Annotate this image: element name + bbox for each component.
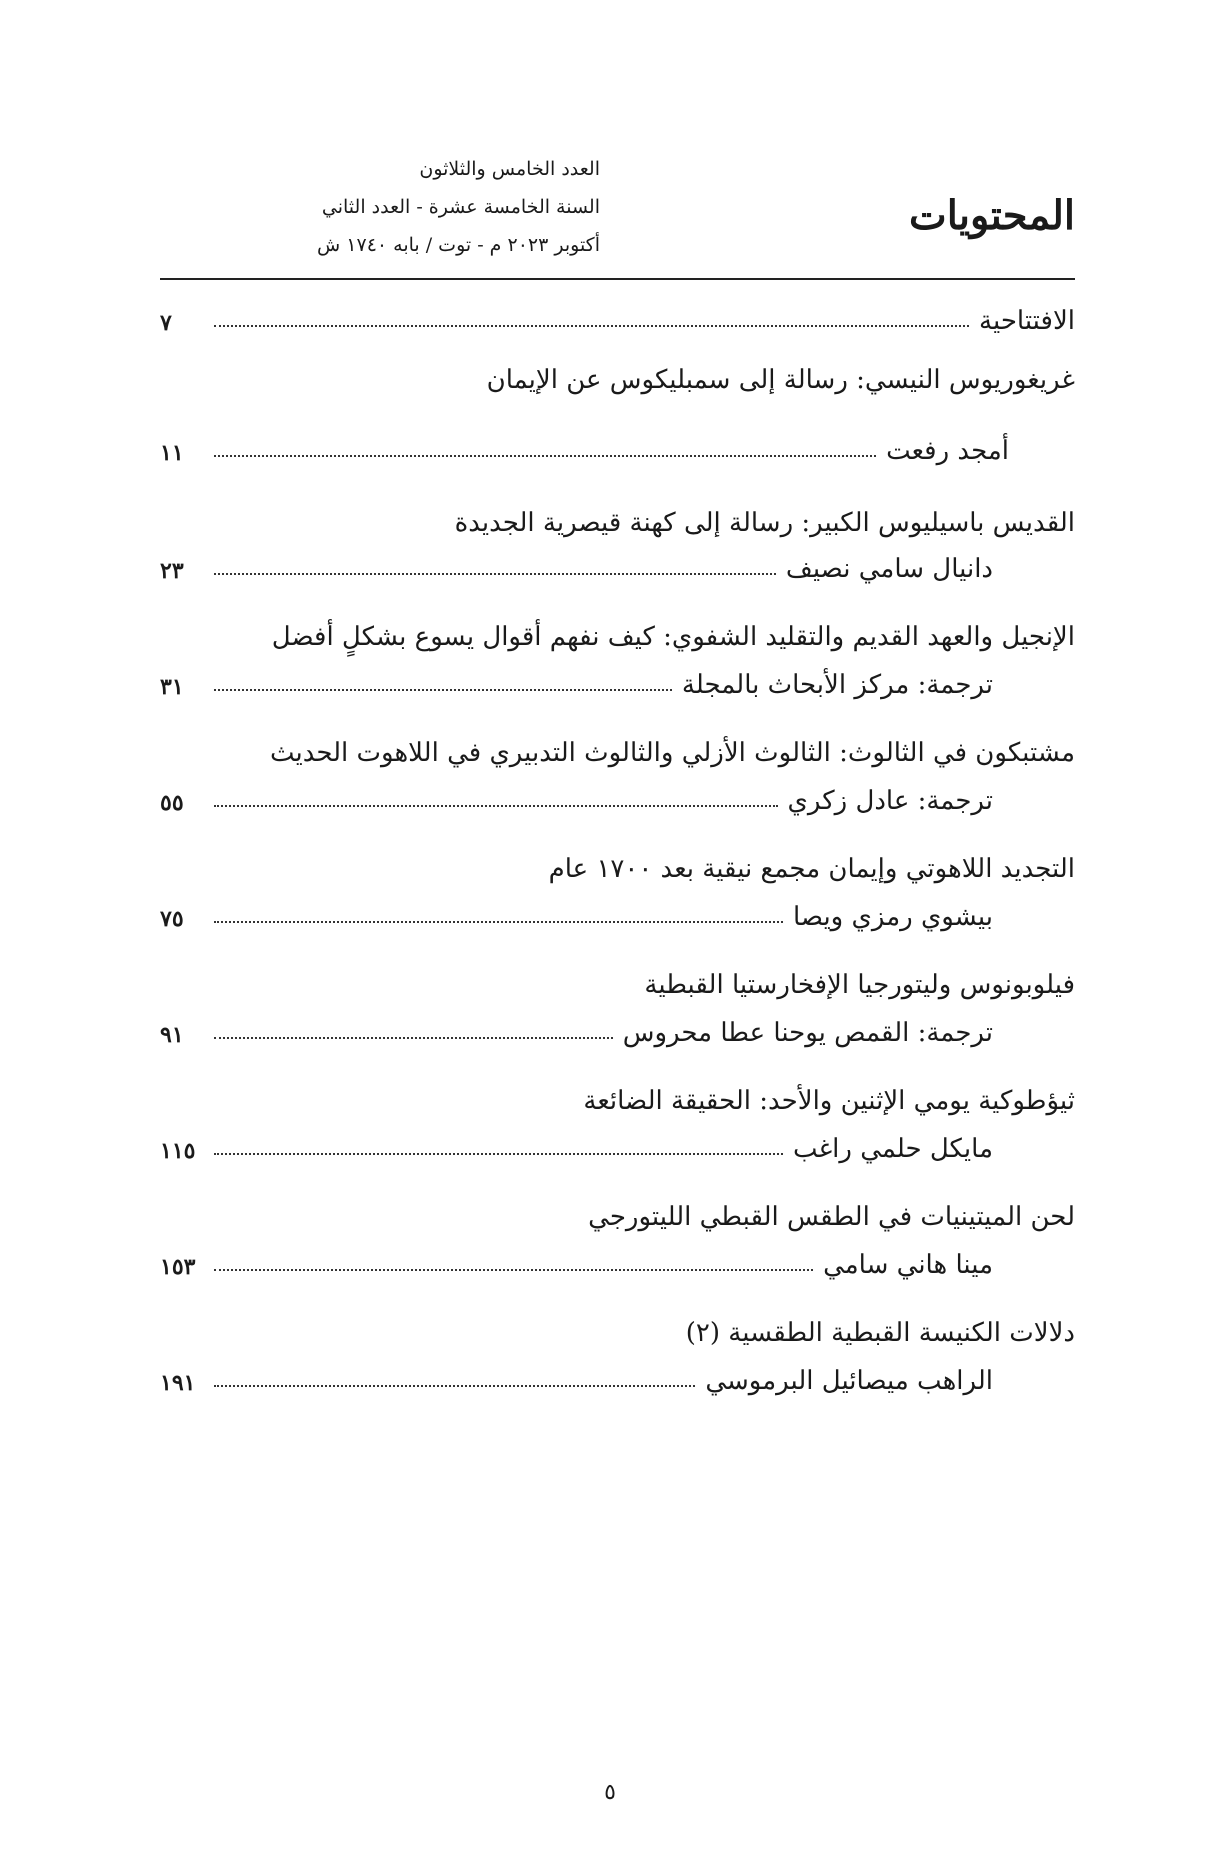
issue-info bbox=[317, 150, 600, 264]
page-number: ٥٥ bbox=[160, 790, 184, 816]
year-issue: السنة الخامسة عشرة - العدد الثاني bbox=[321, 196, 600, 218]
toc-entry-author-line[interactable] bbox=[160, 550, 1075, 584]
toc-entry-title[interactable]: الإنجيل والعهد القديم والتقليد الشفوي: كيف نفهم أقوال يسوع بشكلٍ أفضل bbox=[271, 622, 1075, 652]
toc-entry-author-line[interactable] bbox=[160, 1246, 1075, 1280]
header-rule bbox=[160, 278, 1075, 280]
dot-leader bbox=[214, 572, 776, 575]
toc-entry-title[interactable]: مشتبكون في الثالوث: الثالوث الأزلي والثالوث التدبيري في اللاهوت الحديث bbox=[269, 738, 1075, 768]
page-header bbox=[160, 150, 1075, 280]
toc-entry-title[interactable]: دلالات الكنيسة القبطية الطقسية (٢) bbox=[685, 1318, 1075, 1348]
toc-entry-author: ترجمة: القمص يوحنا عطا محروس bbox=[622, 1018, 993, 1048]
dot-leader bbox=[214, 1036, 613, 1039]
toc-entry-author-line[interactable] bbox=[160, 1130, 1075, 1164]
toc-entry-author: ترجمة: عادل زكري bbox=[787, 786, 993, 816]
toc-entry-author: دانيال سامي نصيف bbox=[785, 554, 993, 584]
page-number: ١٥٣ bbox=[160, 1254, 196, 1280]
page-number: ٧٥ bbox=[160, 906, 184, 932]
page-number: ١١٥ bbox=[160, 1138, 196, 1164]
issue-date: أكتوبر ٢٠٢٣ م - توت / بابه ١٧٤٠ ش bbox=[317, 234, 600, 256]
page-folio: ٥ bbox=[604, 1780, 616, 1805]
dot-leader bbox=[214, 1268, 813, 1271]
dot-leader bbox=[214, 1384, 695, 1387]
contents-title: المحتويات bbox=[909, 192, 1075, 239]
page-number: ٩١ bbox=[160, 1022, 184, 1048]
toc-entry-author: الراهب ميصائيل البرموسي bbox=[705, 1366, 993, 1396]
toc-entry-author-line[interactable] bbox=[160, 898, 1075, 932]
page-number: ٣١ bbox=[160, 674, 184, 700]
toc-entry-title[interactable]: لحن الميتينيات في الطقس القبطي الليتورجي bbox=[588, 1202, 1075, 1232]
toc-entry-author: ترجمة: مركز الأبحاث بالمجلة bbox=[681, 670, 993, 700]
dot-leader bbox=[214, 454, 876, 457]
toc-entry-author: أمجد رفعت bbox=[886, 436, 1009, 466]
toc-entry-author-line[interactable] bbox=[160, 432, 1075, 466]
toc-entry-author-line[interactable] bbox=[160, 782, 1075, 816]
toc-entry-author: مايكل حلمي راغب bbox=[793, 1134, 993, 1164]
toc-entry-author-line[interactable] bbox=[160, 1014, 1075, 1048]
page-number: ٧ bbox=[160, 310, 172, 336]
toc-entry-author-line[interactable] bbox=[160, 666, 1075, 700]
toc-entry-title[interactable]: غريغوريوس النيسي: رسالة إلى سمبليكوس عن الإيمان bbox=[486, 365, 1075, 395]
toc-entry-author-line[interactable] bbox=[160, 1362, 1075, 1396]
toc-entry-editorial[interactable] bbox=[160, 302, 1075, 336]
toc-entry-author: بيشوي رمزي ويصا bbox=[792, 902, 993, 932]
toc-entry-author: مينا هاني سامي bbox=[823, 1250, 993, 1280]
toc-entry-title[interactable]: ثيؤطوكية يومي الإثنين والأحد: الحقيقة الضائعة bbox=[583, 1086, 1075, 1116]
dot-leader bbox=[214, 1152, 783, 1155]
toc-entry-label: الافتتاحية bbox=[979, 306, 1075, 336]
toc-entry-title[interactable]: القديس باسيليوس الكبير: رسالة إلى كهنة قيصرية الجديدة bbox=[454, 508, 1075, 538]
toc-entry-title[interactable]: التجديد اللاهوتي وإيمان مجمع نيقية بعد ١٧٠٠ عام bbox=[548, 854, 1075, 884]
toc-entry-title[interactable]: فيلوبونوس وليتورجيا الإفخارستيا القبطية bbox=[644, 970, 1075, 1000]
dot-leader bbox=[214, 688, 672, 691]
dot-leader bbox=[214, 324, 969, 327]
issue-number: العدد الخامس والثلاثون bbox=[419, 158, 600, 180]
page-number: ٢٣ bbox=[160, 558, 184, 584]
dot-leader bbox=[214, 920, 783, 923]
dot-leader bbox=[214, 804, 778, 807]
page-number: ١٩١ bbox=[160, 1370, 196, 1396]
page-number: ١١ bbox=[160, 440, 184, 466]
